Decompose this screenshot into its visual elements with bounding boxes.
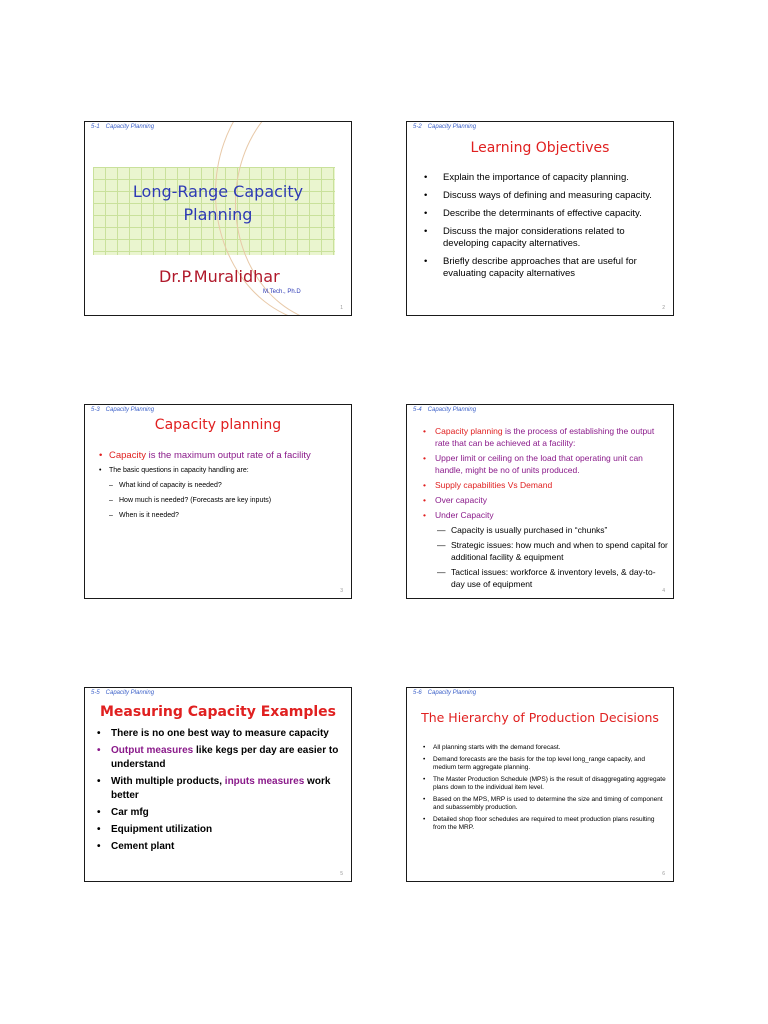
slide-number: 5-3 bbox=[91, 407, 100, 413]
list-item: • Discuss ways of defining and measuring capacity. bbox=[424, 190, 652, 201]
list-item: • The Master Production Schedule (MPS) is the result of disaggregating aggregate plans down to the individual item level. bbox=[423, 775, 666, 791]
question-intro: • The basic questions in capacity handling are: bbox=[99, 467, 249, 474]
slide-header bbox=[413, 124, 482, 130]
bullet-under-capacity: • Under Capacity bbox=[423, 510, 494, 520]
list-item: – What kind of capacity is needed? bbox=[109, 482, 222, 489]
slide-header-title: Capacity Planning bbox=[105, 124, 155, 130]
slide-header bbox=[91, 690, 160, 696]
bullet-upper-limit: • Upper limit or ceiling on the load that operating unit can handle, might be no of units produced. bbox=[423, 453, 643, 475]
list-item: • There is no one best way to measure capacity bbox=[97, 728, 329, 739]
sub-bullet: — Capacity is usually purchased in “chunks” bbox=[437, 525, 608, 535]
slide-header bbox=[91, 407, 160, 413]
questions-list bbox=[109, 481, 271, 526]
page-number: 4 bbox=[662, 588, 665, 594]
slide-header-title: Capacity Planning bbox=[427, 124, 477, 130]
list-item: • Cement plant bbox=[97, 841, 175, 852]
slide-header-title: Capacity Planning bbox=[427, 407, 477, 413]
author-name: Dr.P.Muralidhar bbox=[159, 267, 280, 286]
slide-6 bbox=[406, 687, 674, 882]
list-item: • Equipment utilization bbox=[97, 824, 213, 835]
list-item: • Output measures like kegs per day are easier to understand bbox=[97, 745, 339, 770]
definition-text: is the maximum output rate of a facility bbox=[145, 450, 311, 461]
bullet-capacity-planning: • Capacity planning is the process of establishing the output rate that can be achieved at a facility: bbox=[423, 426, 655, 448]
list-item: – When is it needed? bbox=[109, 512, 179, 519]
slide-header bbox=[413, 407, 482, 413]
list-item: • Discuss the major considerations related to developing capacity alternatives. bbox=[424, 226, 625, 249]
slide-number: 5-4 bbox=[413, 407, 422, 413]
slide-header-title: Capacity Planning bbox=[427, 690, 477, 696]
slide-number: 5-5 bbox=[91, 690, 100, 696]
slide-number: 5-1 bbox=[91, 124, 100, 130]
objectives-list bbox=[421, 172, 665, 286]
slide-header bbox=[91, 124, 160, 130]
hierarchy-list bbox=[421, 744, 667, 836]
sub-bullet: — Tactical issues: workforce & inventory levels, & day-to-day use of equipment bbox=[437, 567, 656, 589]
slide-1 bbox=[84, 121, 352, 316]
list-item: • Briefly describe approaches that are useful for evaluating capacity alternatives bbox=[424, 256, 637, 279]
page-number: 2 bbox=[662, 305, 665, 311]
definition-term: Capacity bbox=[109, 450, 146, 461]
list-item: • All planning starts with the demand forecast. bbox=[423, 744, 561, 751]
title-line-2: Planning bbox=[183, 205, 253, 224]
slide-number: 5-2 bbox=[413, 124, 422, 130]
list-item: • Explain the importance of capacity planning. bbox=[424, 172, 629, 183]
slide-header bbox=[413, 690, 482, 696]
list-item: • Demand forecasts are the basis for the top level long_range capacity, and medium term aggregate planning. bbox=[423, 755, 645, 771]
slide-4 bbox=[406, 404, 674, 599]
list-item: • With multiple products, inputs measures work better bbox=[97, 776, 331, 801]
slide-header-title: Capacity Planning bbox=[105, 690, 155, 696]
bullet-over-capacity: • Over capacity bbox=[423, 495, 487, 505]
title-line-1: Long-Range Capacity bbox=[132, 182, 304, 201]
definition-bullet: • Capacity is the maximum output rate of a facility bbox=[99, 450, 311, 461]
slide-title: The Hierarchy of Production Decisions bbox=[421, 710, 659, 725]
slide-title bbox=[85, 180, 351, 226]
page-number: 6 bbox=[662, 871, 665, 877]
page-number: 5 bbox=[340, 871, 343, 877]
slide-5 bbox=[84, 687, 352, 882]
page-number: 3 bbox=[340, 588, 343, 594]
author-degrees: M.Tech., Ph.D bbox=[263, 289, 301, 295]
slide-header-title: Capacity Planning bbox=[105, 407, 155, 413]
list-item: • Detailed shop floor schedules are required to meet production plans resulting from the MRP. bbox=[423, 815, 655, 831]
slide-number: 5-6 bbox=[413, 690, 422, 696]
page-number: 1 bbox=[340, 305, 343, 311]
slide-title: Learning Objectives bbox=[470, 140, 610, 156]
slide-title: Measuring Capacity Examples bbox=[100, 704, 336, 720]
list-item: • Car mfg bbox=[97, 807, 149, 818]
slide-2 bbox=[406, 121, 674, 316]
slide-title: Capacity planning bbox=[154, 417, 282, 433]
list-item: • Describe the determinants of effective capacity. bbox=[424, 208, 642, 219]
list-item: • Based on the MPS, MRP is used to determine the size and timing of component and subassembly production. bbox=[423, 795, 663, 811]
list-item: – How much is needed? (Forecasts are key inputs) bbox=[109, 497, 272, 504]
slide-3 bbox=[84, 404, 352, 599]
sub-bullet: — Strategic issues: how much and when to spend capital for additional facility & equipment bbox=[437, 540, 668, 562]
bullet-supply-demand: • Supply capabilities Vs Demand bbox=[423, 480, 553, 490]
